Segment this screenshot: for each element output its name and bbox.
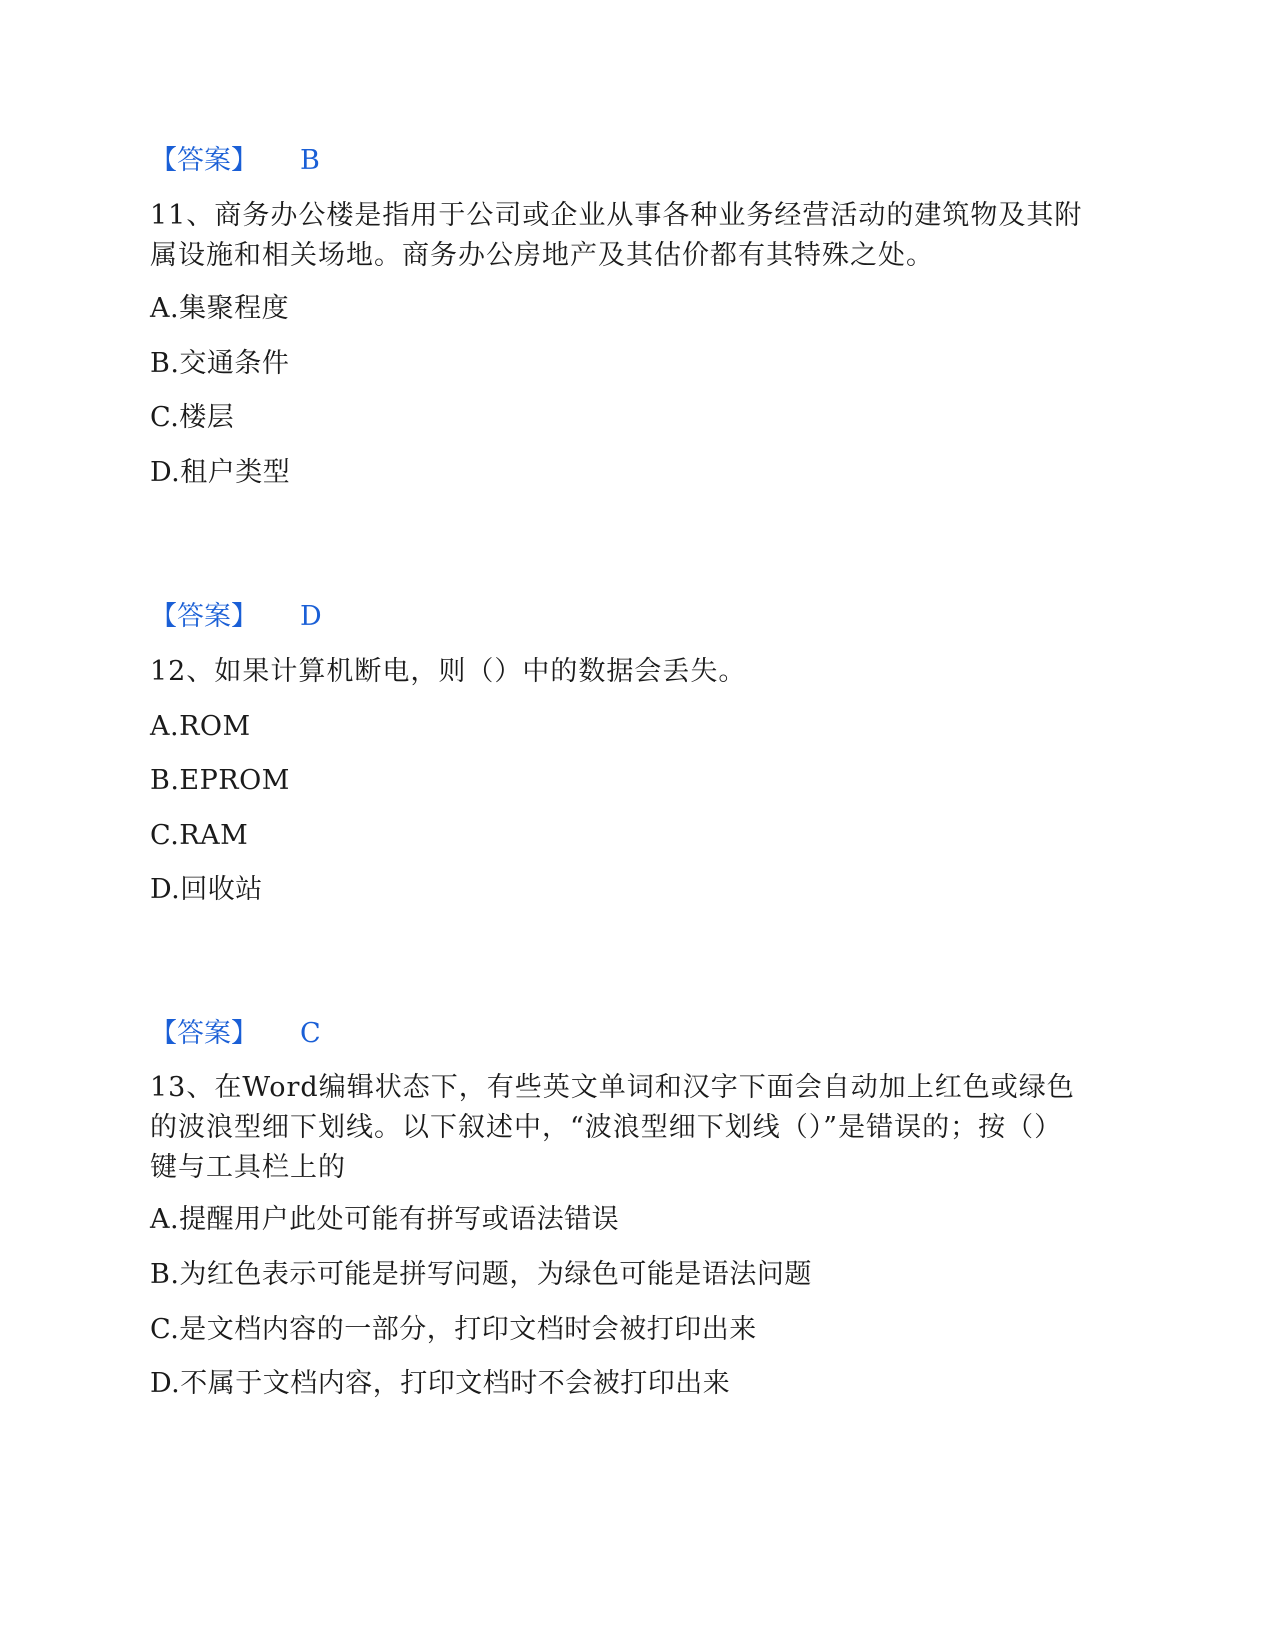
option-a: A.集聚程度 [150,293,290,324]
answer-value: B [300,145,320,176]
option-b: B.EPROM [150,765,290,796]
option-c: C.楼层 [150,402,235,433]
answer-label: 【答案】 [150,145,258,176]
option-c: C.RAM [150,820,249,851]
answer-label: 【答案】 [150,1018,258,1049]
option-a: A.ROM [150,711,251,742]
question-13-text [150,1068,1125,1188]
question-line: 属设施和相关场地。商务办公房地产及其估价都有其特殊之处。 [150,240,934,271]
answer-row [150,1014,321,1054]
question-line: 的波浪型细下划线。以下叙述中，“波浪型细下划线（）”是错误的；按（） [150,1112,1063,1143]
question-12-text [150,652,1125,692]
question-11-text [150,196,1125,276]
option-d: D.不属于文档内容，打印文档时不会被打印出来 [150,1368,731,1399]
question-line: 键与工具栏上的 [150,1152,346,1183]
option-d: D.租户类型 [150,457,291,488]
option-d: D.回收站 [150,874,263,905]
question-line: 13、在Word编辑状态下，有些英文单词和汉字下面会自动加上红色或绿色 [150,1072,1075,1103]
option-a: A.提醒用户此处可能有拼写或语法错误 [150,1204,620,1235]
answer-row [150,141,320,181]
answer-value: D [300,601,322,632]
answer-value: C [300,1018,321,1049]
answer-label: 【答案】 [150,601,258,632]
option-c: C.是文档内容的一部分，打印文档时会被打印出来 [150,1314,757,1345]
option-b: B.交通条件 [150,348,290,379]
question-line: 12、如果计算机断电，则（）中的数据会丢失。 [150,656,747,687]
question-line: 11、商务办公楼是指用于公司或企业从事各种业务经营活动的建筑物及其附 [150,200,1083,231]
answer-row [150,597,322,637]
option-b: B.为红色表示可能是拼写问题，为绿色可能是语法问题 [150,1259,812,1290]
